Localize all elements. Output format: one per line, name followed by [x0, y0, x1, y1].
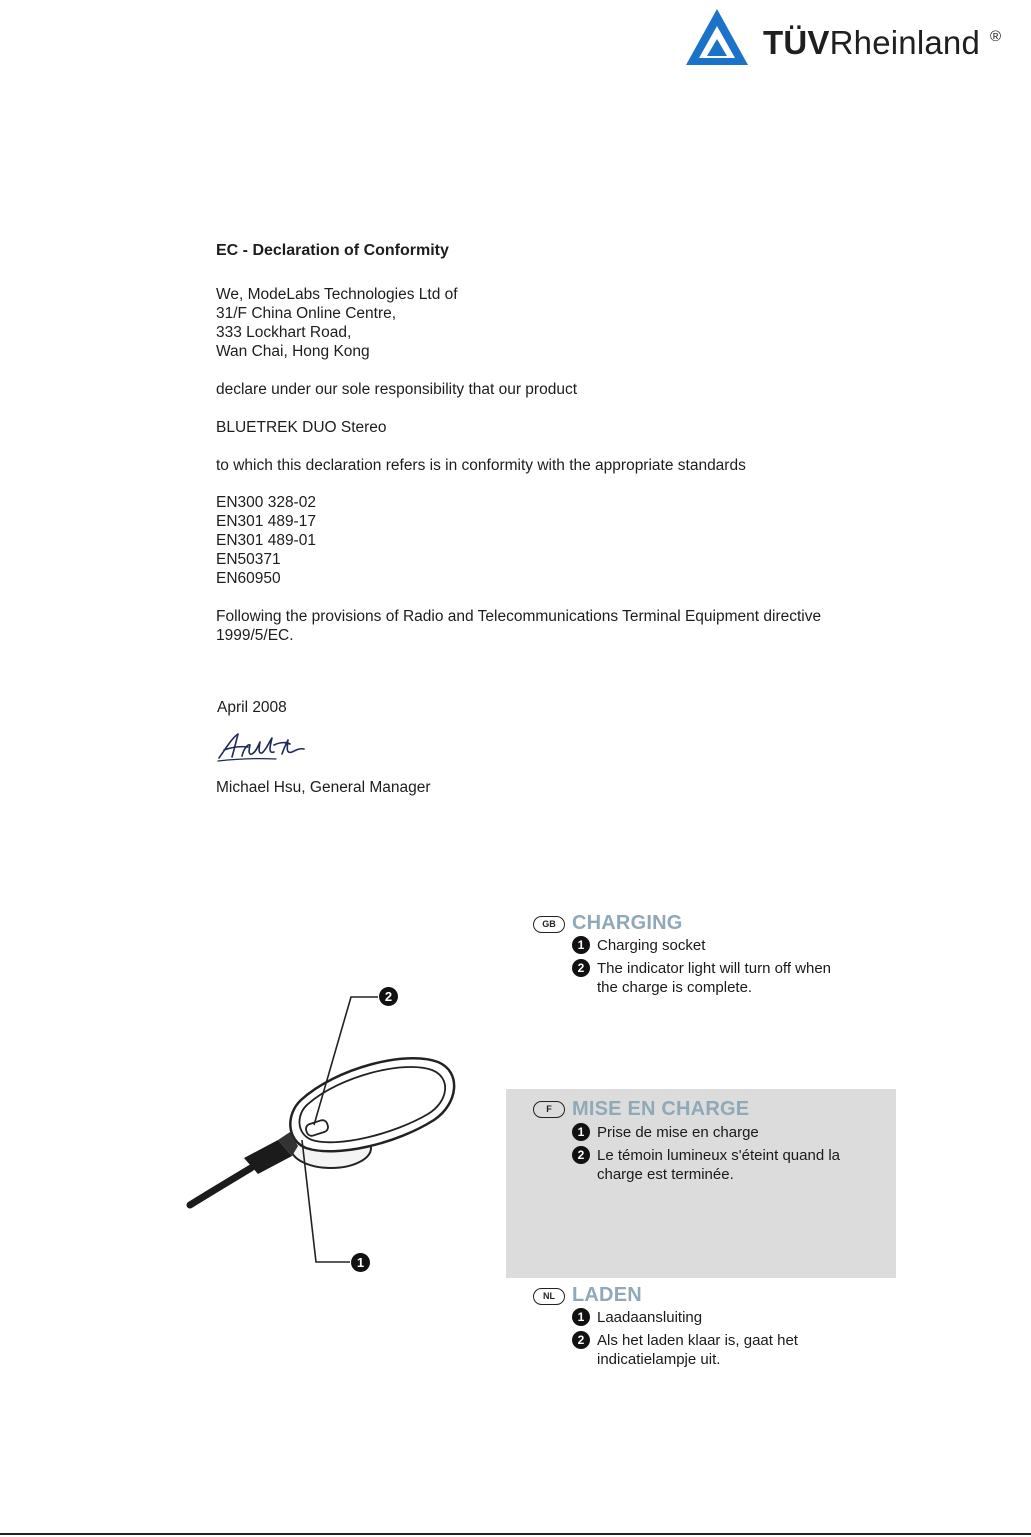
address-line: Wan Chai, Hong Kong — [216, 343, 370, 360]
section-charging-gb — [506, 905, 896, 1085]
address-line: 31/F China Online Centre, — [216, 305, 397, 322]
section-title: MISE EN CHARGE — [572, 1098, 750, 1120]
standard-item: EN301 489-17 — [216, 513, 316, 530]
standard-item: EN300 328-02 — [216, 494, 316, 511]
conformity-text: to which this declaration refers is in conformity with the appropriate standards — [216, 457, 746, 474]
item-text: indicatielampje uit. — [597, 1351, 721, 1368]
item-text: Laadaansluiting — [597, 1309, 703, 1326]
item-text: The indicator light will turn off when — [597, 960, 832, 977]
section-title: CHARGING — [572, 912, 683, 934]
headset-drawing — [186, 980, 486, 1280]
item-number: 1 — [572, 936, 590, 954]
item-number: 2 — [572, 959, 590, 977]
registered-mark: ® — [990, 28, 1002, 45]
item-number: 2 — [572, 1331, 590, 1349]
logo-brand-text: TÜVRheinland — [763, 24, 981, 61]
item-text: Le témoin lumineux s'éteint quand la — [597, 1147, 841, 1164]
section-charging-nl — [506, 1278, 896, 1388]
bottom-rule — [0, 1533, 1031, 1535]
item-text: Als het laden klaar is, gaat het — [597, 1332, 798, 1349]
callout-2: 2 — [379, 987, 398, 1006]
lang-badge: F — [533, 1101, 565, 1118]
tuv-rheinland-logo — [682, 6, 1012, 68]
headset-illustration — [186, 980, 486, 1280]
item-text: charge est terminée. — [597, 1166, 734, 1183]
provisions-text: Following the provisions of Radio and Telecommunications Terminal Equipment directive — [216, 608, 822, 625]
lang-badge: GB — [533, 916, 565, 933]
item-text: the charge is complete. — [597, 979, 753, 996]
item-text: Charging socket — [597, 937, 706, 954]
declare-text: declare under our sole responsibility that our product — [216, 381, 578, 398]
signature — [216, 730, 306, 769]
item-number: 1 — [572, 1308, 590, 1326]
callout-1: 1 — [351, 1253, 370, 1272]
section-title: LADEN — [572, 1284, 642, 1306]
lang-badge: NL — [533, 1288, 565, 1305]
standard-item: EN50371 — [216, 551, 281, 568]
standard-item: EN301 489-01 — [216, 532, 316, 549]
item-text: Prise de mise en charge — [597, 1124, 759, 1141]
declaration-title: EC - Declaration of Conformity — [216, 242, 449, 259]
declaration-date: April 2008 — [217, 699, 287, 716]
address-line: We, ModeLabs Technologies Ltd of — [216, 286, 458, 303]
product-name: BLUETREK DUO Stereo — [216, 419, 387, 436]
triangle-logo-icon — [682, 6, 752, 68]
item-number: 1 — [572, 1123, 590, 1141]
address-line: 333 Lockhart Road, — [216, 324, 352, 341]
signatory-name: Michael Hsu, General Manager — [216, 779, 431, 796]
standard-item: EN60950 — [216, 570, 281, 587]
section-charging-fr — [506, 1089, 896, 1278]
provisions-text: 1999/5/EC. — [216, 627, 294, 644]
item-number: 2 — [572, 1146, 590, 1164]
